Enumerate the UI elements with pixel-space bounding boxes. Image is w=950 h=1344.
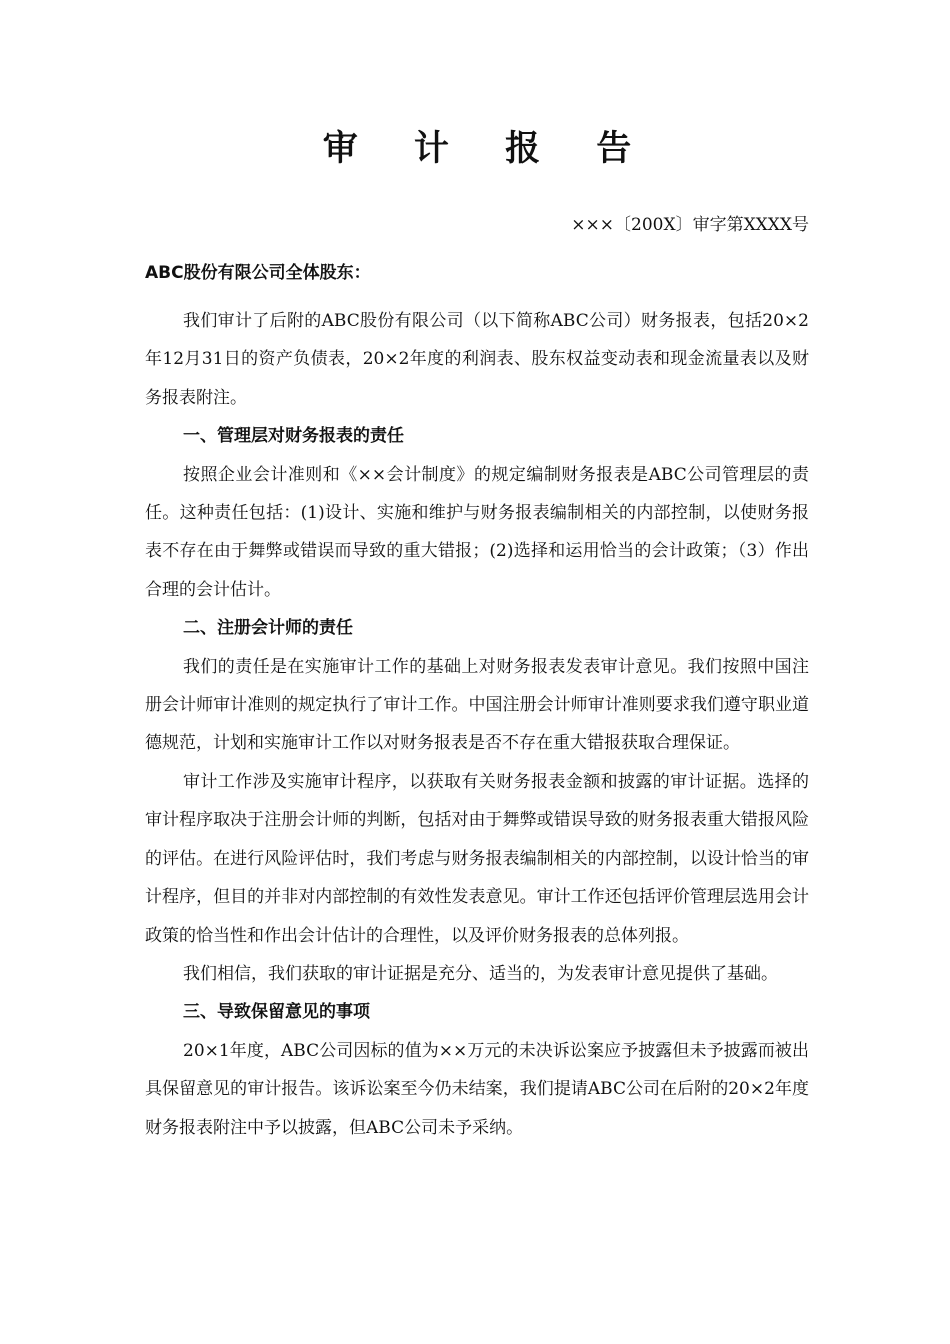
addressee: ABC股份有限公司全体股东： — [145, 263, 371, 283]
auditor-responsibility-paragraph-1: 我们的责任是在实施审计工作的基础上对财务报表发表审计意见。我们按照中国注册会计师审计准则的规定执行了审计工作。中国注册会计师审计准则要求我们遵守职业道德规范，计划和实施审计工作以对财务报表是否不存在重大错报获取合理保证。 — [145, 656, 809, 754]
section-heading-qualified-opinion-basis: 三、导致保留意见的事项 — [183, 1002, 370, 1023]
report-body — [145, 302, 809, 1147]
intro-paragraph: 我们审计了后附的ABC股份有限公司（以下简称ABC公司）财务报表，包括20×2年12月31日的资产负债表，20×2年度的利润表、股东权益变动表和现金流量表以及财务报表附注。 — [145, 311, 809, 408]
report-title: 审 计 报 告 — [322, 129, 654, 169]
qualified-opinion-basis-paragraph: 20×1年度，ABC公司因标的值为××万元的未决诉讼案应予披露但未予披露而被出具保留意见的审计报告。该诉讼案至今仍未结案，我们提请ABC公司在后附的20×2年度财务报表附注中予以披露，但ABC公司未予采纳。 — [145, 1040, 809, 1138]
auditor-responsibility-paragraph-3: 我们相信，我们获取的审计证据是充分、适当的，为发表审计意见提供了基础。 — [183, 963, 778, 984]
management-responsibility-paragraph: 按照企业会计准则和《××会计制度》的规定编制财务报表是ABC公司管理层的责任。这种责任包括：(1)设计、实施和维护与财务报表编制相关的内部控制，以使财务报表不存在由于舞弊或错误而导致的重大错报；(2)选择和运用恰当的会计政策；（3）作出合理的会计估计。 — [145, 464, 809, 600]
section-heading-auditor-responsibility: 二、注册会计师的责任 — [183, 618, 353, 639]
reference-number: ×××〔200X〕审字第XXXX号 — [571, 215, 809, 235]
section-heading-management-responsibility: 一、管理层对财务报表的责任 — [183, 426, 404, 447]
auditor-responsibility-paragraph-2: 审计工作涉及实施审计程序，以获取有关财务报表金额和披露的审计证据。选择的审计程序取决于注册会计师的判断，包括对由于舞弊或错误导致的财务报表重大错报风险的评估。在进行风险评估时，我们考虑与财务报表编制相关的内部控制，以设计恰当的审计程序，但目的并非对内部控制的有效性发表意见。审计工作还包括评价管理层选用会计政策的恰当性和作出会计估计的合理性，以及评价财务报表的总体列报。 — [145, 771, 809, 946]
